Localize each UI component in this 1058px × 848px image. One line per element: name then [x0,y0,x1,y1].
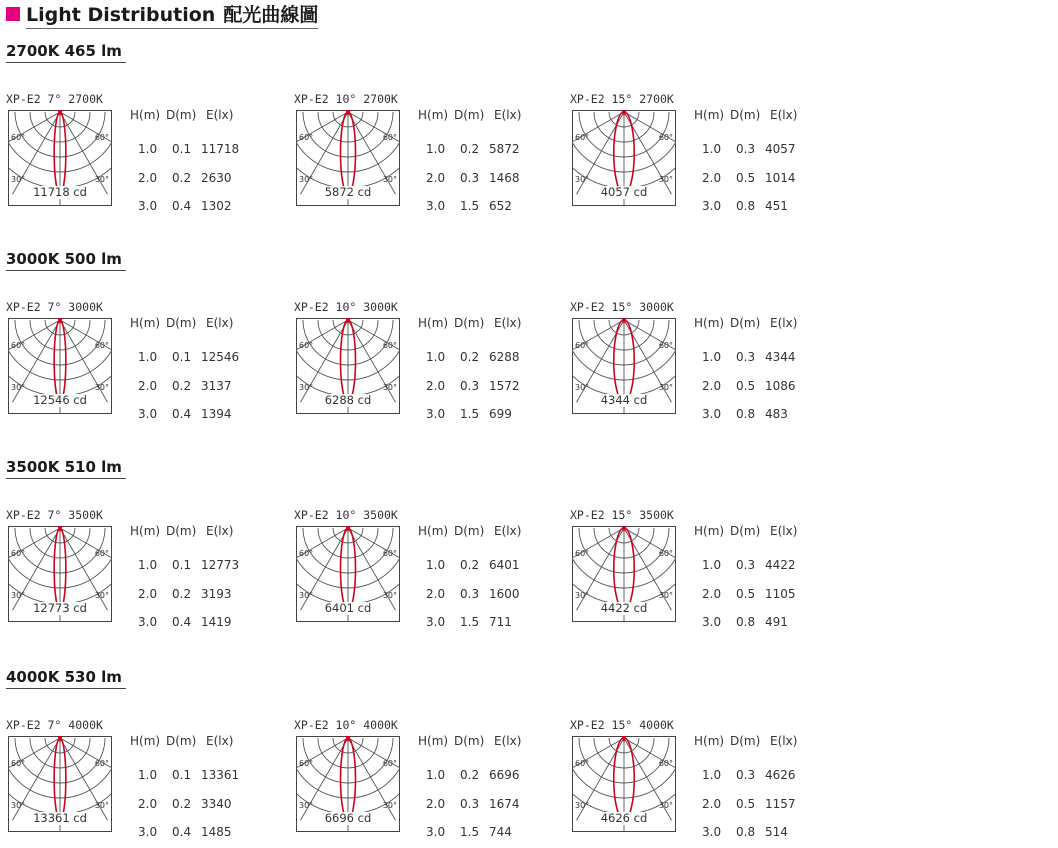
table-header: E(lx) [494,316,522,330]
table-cell: 1.0 [138,142,158,156]
table-cell: 0.2 [460,768,480,782]
polar-diagram [296,110,400,206]
table-header: D(m) [166,734,197,748]
accent-square [6,7,20,21]
angle-label: 30° [94,383,109,392]
table-cell: 0.8 [736,825,756,839]
title-en: Light Distribution [26,3,216,26]
table-cell: 0.2 [460,558,480,572]
angle-label: 60° [658,549,673,558]
table-cell: 3.0 [702,199,722,213]
table-header: D(m) [730,524,761,538]
table-cell: 0.3 [736,350,756,364]
table-cell: 3.0 [702,825,722,839]
distribution-unit [6,92,266,222]
table-header: H(m) [418,734,449,748]
polar-diagram [572,526,676,622]
table-header: E(lx) [206,108,234,122]
angle-label: 60° [299,133,314,142]
table-cell: 12773 [201,558,240,572]
table-cell: 3.0 [426,407,446,421]
table-header: D(m) [454,734,485,748]
angle-label: 30° [382,801,397,810]
candela-label: 6696 cd [324,811,372,825]
distribution-unit [570,92,830,222]
unit-label: XP-E2 7° 3000K [6,300,103,314]
table-header: D(m) [454,524,485,538]
unit-label: XP-E2 10° 3500K [294,508,398,522]
polar-diagram [8,110,112,206]
angle-label: 60° [94,341,109,350]
candela-label: 4057 cd [600,185,648,199]
distribution-unit [294,718,554,848]
table-header: E(lx) [770,108,798,122]
angle-label: 30° [299,801,314,810]
angle-label: 60° [11,759,26,768]
table-cell: 3.0 [138,199,158,213]
distribution-unit [294,300,554,430]
angle-label: 60° [11,133,26,142]
unit-label: XP-E2 10° 4000K [294,718,398,732]
polar-diagram [572,318,676,414]
distribution-unit [6,508,266,638]
table-cell: 2.0 [426,587,446,601]
unit-label: XP-E2 7° 2700K [6,92,103,106]
table-header: E(lx) [206,316,234,330]
table-cell: 0.4 [172,615,192,629]
table-cell: 0.3 [460,171,480,185]
table-cell: 0.2 [172,587,192,601]
table-cell: 1.0 [426,768,446,782]
table-cell: 451 [765,199,788,213]
candela-label: 6288 cd [324,393,372,407]
table-cell: 0.2 [460,350,480,364]
polar-diagram [296,318,400,414]
angle-label: 30° [658,175,673,184]
table-header: H(m) [130,108,161,122]
table-header: D(m) [454,316,485,330]
table-cell: 1157 [765,797,796,811]
table-header: D(m) [730,316,761,330]
table-cell: 11718 [201,142,240,156]
angle-label: 30° [94,591,109,600]
candela-label: 12546 cd [33,393,87,407]
angle-label: 30° [94,801,109,810]
table-cell: 3.0 [426,825,446,839]
angle-label: 60° [94,759,109,768]
table-cell: 0.5 [736,171,756,185]
table-header: D(m) [166,524,197,538]
angle-label: 30° [11,383,26,392]
table-cell: 1600 [489,587,520,601]
table-cell: 1.0 [702,558,722,572]
table-cell: 5872 [489,142,520,156]
angle-label: 60° [299,549,314,558]
table-cell: 0.8 [736,615,756,629]
table-cell: 1.0 [426,558,446,572]
table-header: E(lx) [494,108,522,122]
table-cell: 1.0 [426,142,446,156]
candela-label: 11718 cd [33,185,87,199]
distribution-unit [570,508,830,638]
table-cell: 6401 [489,558,520,572]
angle-label: 30° [575,383,590,392]
table-cell: 3340 [201,797,232,811]
candela-label: 4344 cd [600,393,648,407]
angle-label: 60° [658,133,673,142]
table-cell: 1.0 [138,350,158,364]
candela-label: 4626 cd [600,811,648,825]
section-title: 4000K 530 lm [6,668,126,689]
page-title [26,0,318,29]
table-cell: 652 [489,199,512,213]
table-cell: 1.5 [460,407,480,421]
unit-label: XP-E2 15° 3000K [570,300,674,314]
table-cell: 2.0 [702,379,722,393]
angle-label: 60° [575,549,590,558]
angle-label: 60° [382,759,397,768]
table-header: H(m) [130,524,161,538]
unit-label: XP-E2 15° 2700K [570,92,674,106]
table-cell: 0.2 [172,379,192,393]
table-cell: 0.8 [736,199,756,213]
table-header: E(lx) [770,316,798,330]
table-cell: 1468 [489,171,520,185]
table-header: H(m) [694,524,725,538]
angle-label: 30° [299,383,314,392]
table-header: E(lx) [494,734,522,748]
unit-label: XP-E2 10° 3000K [294,300,398,314]
table-cell: 711 [489,615,512,629]
table-cell: 2.0 [426,797,446,811]
table-cell: 0.3 [460,587,480,601]
table-cell: 1.5 [460,199,480,213]
distribution-unit [294,92,554,222]
table-cell: 3137 [201,379,232,393]
table-header: D(m) [166,316,197,330]
table-cell: 0.5 [736,797,756,811]
table-header: H(m) [130,316,161,330]
polar-diagram [8,318,112,414]
table-cell: 13361 [201,768,240,782]
angle-label: 30° [94,175,109,184]
angle-label: 30° [658,591,673,600]
angle-label: 30° [299,591,314,600]
table-cell: 2.0 [702,171,722,185]
table-cell: 2.0 [702,797,722,811]
angle-label: 30° [11,801,26,810]
distribution-unit [294,508,554,638]
polar-diagram [296,526,400,622]
table-cell: 2.0 [138,587,158,601]
table-cell: 699 [489,407,512,421]
table-cell: 1485 [201,825,232,839]
angle-label: 60° [658,759,673,768]
angle-label: 30° [299,175,314,184]
table-cell: 2.0 [138,797,158,811]
table-cell: 0.5 [736,379,756,393]
table-cell: 1419 [201,615,232,629]
unit-label: XP-E2 10° 2700K [294,92,398,106]
table-cell: 0.5 [736,587,756,601]
candela-label: 12773 cd [33,601,87,615]
table-cell: 514 [765,825,788,839]
table-cell: 1.5 [460,825,480,839]
table-cell: 1674 [489,797,520,811]
table-cell: 2.0 [138,171,158,185]
table-cell: 0.1 [172,768,192,782]
angle-label: 30° [382,591,397,600]
angle-label: 60° [575,759,590,768]
polar-diagram [572,110,676,206]
table-cell: 0.3 [736,558,756,572]
angle-label: 30° [658,383,673,392]
table-cell: 2.0 [426,171,446,185]
table-header: H(m) [130,734,161,748]
angle-label: 60° [11,341,26,350]
table-cell: 0.1 [172,558,192,572]
table-header: D(m) [166,108,197,122]
table-cell: 12546 [201,350,240,364]
table-cell: 3.0 [702,615,722,629]
table-header: H(m) [418,316,449,330]
unit-label: XP-E2 15° 3500K [570,508,674,522]
distribution-unit [570,718,830,848]
table-header: E(lx) [206,524,234,538]
table-cell: 0.1 [172,142,192,156]
candela-label: 4422 cd [600,601,648,615]
table-header: H(m) [694,108,725,122]
table-cell: 6288 [489,350,520,364]
table-header: D(m) [730,734,761,748]
table-header: E(lx) [770,524,798,538]
angle-label: 30° [11,591,26,600]
table-cell: 0.2 [172,171,192,185]
table-cell: 3.0 [426,615,446,629]
angle-label: 60° [11,549,26,558]
table-cell: 0.1 [172,350,192,364]
angle-label: 60° [575,341,590,350]
angle-label: 60° [299,341,314,350]
table-header: D(m) [454,108,485,122]
table-header: E(lx) [770,734,798,748]
angle-label: 30° [382,175,397,184]
table-header: D(m) [730,108,761,122]
polar-diagram [8,736,112,832]
table-cell: 1302 [201,199,232,213]
table-header: H(m) [694,316,725,330]
table-cell: 0.3 [460,797,480,811]
angle-label: 30° [382,383,397,392]
angle-label: 60° [94,549,109,558]
table-cell: 0.8 [736,407,756,421]
table-cell: 3.0 [138,615,158,629]
table-cell: 3.0 [426,199,446,213]
angle-label: 60° [94,133,109,142]
table-cell: 2.0 [426,379,446,393]
angle-label: 60° [382,133,397,142]
candela-label: 6401 cd [324,601,372,615]
table-cell: 1.5 [460,615,480,629]
table-cell: 0.3 [460,379,480,393]
unit-label: XP-E2 15° 4000K [570,718,674,732]
candela-label: 13361 cd [33,811,87,825]
table-cell: 491 [765,615,788,629]
table-cell: 0.4 [172,199,192,213]
table-header: H(m) [418,524,449,538]
table-cell: 2.0 [138,379,158,393]
table-cell: 1.0 [138,558,158,572]
angle-label: 30° [575,801,590,810]
section-title: 3500K 510 lm [6,458,126,479]
table-cell: 3.0 [138,407,158,421]
table-cell: 2630 [201,171,232,185]
table-cell: 483 [765,407,788,421]
table-cell: 0.4 [172,825,192,839]
table-cell: 1.0 [426,350,446,364]
table-cell: 744 [489,825,512,839]
angle-label: 60° [382,341,397,350]
table-header: E(lx) [206,734,234,748]
table-cell: 0.2 [460,142,480,156]
table-cell: 1.0 [702,768,722,782]
table-cell: 3.0 [702,407,722,421]
table-cell: 1.0 [702,350,722,364]
angle-label: 60° [299,759,314,768]
angle-label: 30° [575,591,590,600]
section-title: 3000K 500 lm [6,250,126,271]
page-header [6,2,318,26]
polar-diagram [8,526,112,622]
distribution-unit [6,718,266,848]
table-cell: 3.0 [138,825,158,839]
table-cell: 1105 [765,587,796,601]
angle-label: 30° [11,175,26,184]
table-header: E(lx) [494,524,522,538]
table-header: H(m) [418,108,449,122]
angle-label: 30° [658,801,673,810]
angle-label: 30° [575,175,590,184]
title-cn: 配光曲線圖 [223,3,319,26]
table-cell: 1394 [201,407,232,421]
table-cell: 2.0 [702,587,722,601]
distribution-unit [570,300,830,430]
table-cell: 4422 [765,558,796,572]
table-cell: 0.2 [172,797,192,811]
candela-label: 5872 cd [324,185,372,199]
distribution-unit [6,300,266,430]
table-cell: 4626 [765,768,796,782]
table-cell: 4057 [765,142,796,156]
table-cell: 0.3 [736,142,756,156]
polar-diagram [296,736,400,832]
table-cell: 1086 [765,379,796,393]
table-cell: 0.4 [172,407,192,421]
table-cell: 4344 [765,350,796,364]
unit-label: XP-E2 7° 3500K [6,508,103,522]
table-cell: 1014 [765,171,796,185]
table-cell: 0.3 [736,768,756,782]
angle-label: 60° [658,341,673,350]
table-header: H(m) [694,734,725,748]
table-cell: 1.0 [138,768,158,782]
polar-diagram [572,736,676,832]
table-cell: 3193 [201,587,232,601]
table-cell: 1572 [489,379,520,393]
table-cell: 1.0 [702,142,722,156]
angle-label: 60° [575,133,590,142]
angle-label: 60° [382,549,397,558]
section-title: 2700K 465 lm [6,42,126,63]
unit-label: XP-E2 7° 4000K [6,718,103,732]
table-cell: 6696 [489,768,520,782]
